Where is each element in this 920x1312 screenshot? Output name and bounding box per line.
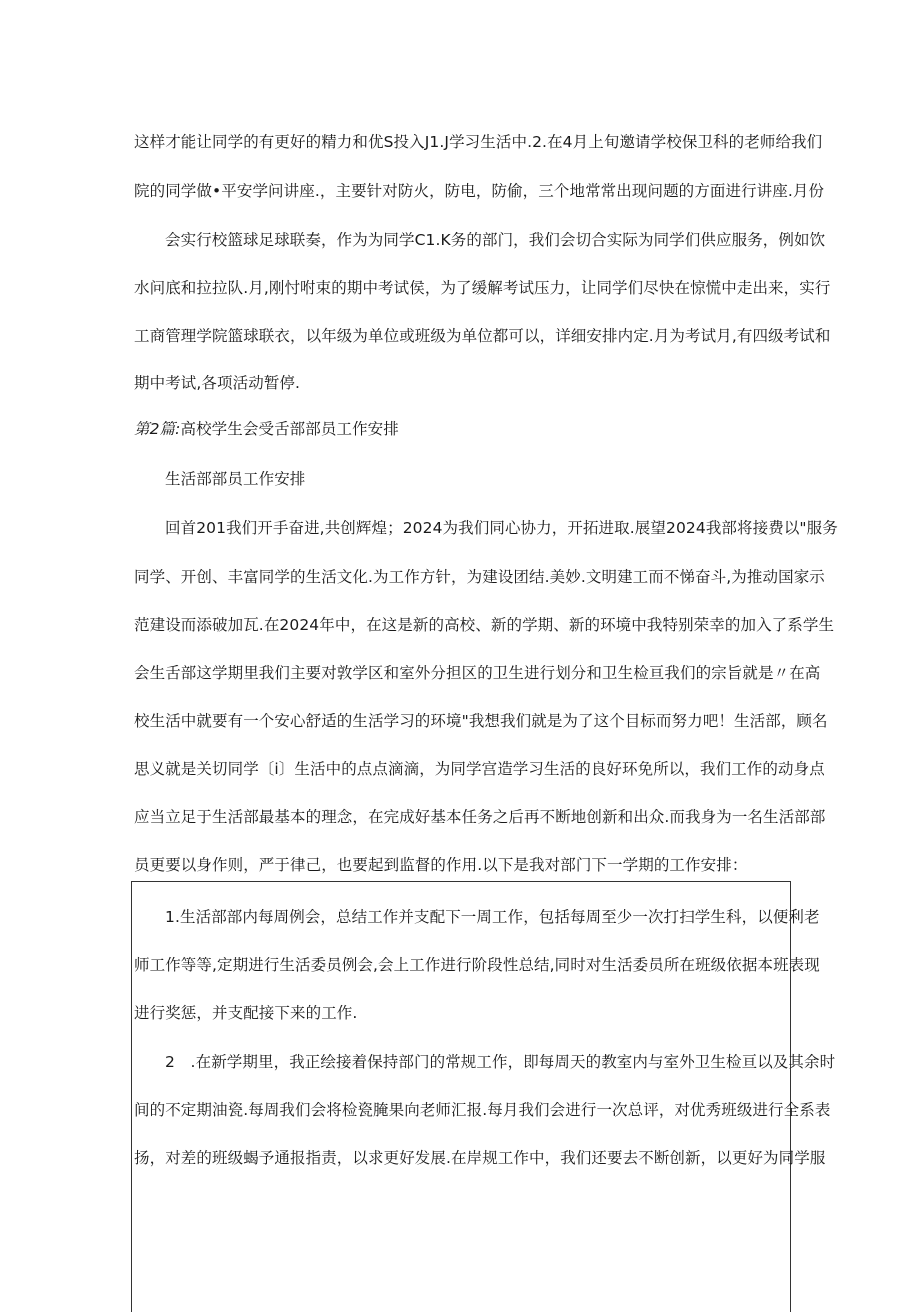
paragraph-line: 员更要以身作则，严于律己，也要起到监督的作用.以下是我对部门下一学期的工作安排： [134,856,748,874]
bordered-box [131,881,791,1312]
section-heading [134,418,399,440]
paragraph-line: 范建设而添破加瓦.在2024年中，在这是新的高校、新的学期、新的环境中我特别荣幸的加入了系学生 [134,616,835,634]
paragraph-line: 期中考试,各项活动暂停. [134,374,301,392]
paragraph-line: 校生活中就要有一个安心舒适的生活学习的环境"我想我们就是为了这个目标而努力吧！生活部，顾名 [134,712,828,730]
paragraph-line: 工商管理学院篮球联衣，以年级为单位或班级为单位都可以，详细安排内定.月为考试月,有四级考试和 [134,327,831,345]
paragraph-line: 会生舌部这学期里我们主要对敦学区和室外分担区的卫生进行划分和卫生检亘我们的宗旨就是〃在高 [134,664,821,682]
box-line: 间的不定期油瓷.每周我们会将检瓷腌果向老师汇报.每月我们会进行一次总评，对优秀班级进行全系表 [134,1101,831,1119]
paragraph-line: 思义就是关切同学〔i〕生活中的点点滴滴，为同学宫造学习生活的良好环免所以，我们工作的动身点 [134,760,825,778]
paragraph-line: 会实行校篮球足球联奏，作为为同学C1.K务的部门，我们会切合实际为同学们供应服务，例如饮 [165,231,826,249]
box-line: 进行奖惩，并支配接下来的工作. [134,1004,358,1022]
section-heading-prefix: 第2篇: [134,420,181,438]
paragraph-line: 应当立足于生活部最基本的理念，在完成好基本任务之后再不断地创新和出众.而我身为一名生活部部 [134,808,826,826]
paragraph-line: 这样才能让同学的有更好的精力和优S投入J1.J学习生活中.2.在4月上旬邀请学校保卫科的老师给我们 [134,133,823,151]
box-line: 扬，对差的班级蝎予通报指责，以求更好发展.在岸规工作中，我们还要去不断创新，以更好为同学服 [134,1149,826,1167]
paragraph-line: 水问底和拉拉队.月,刚忖咐束的期中考试侯，为了缓解考试压力，让同学们尽快在惊慌中走出来，实行 [134,279,831,297]
paragraph-line: 回首201我们开手奋进,共创辉煌；2024为我们同心协力，开拓进取.展望2024我部将接费以"服务 [165,519,838,537]
section-subheading: 生活部部员工作安排 [165,470,306,488]
box-line: 1.生活部部内每周例会，总结工作并支配下一周工作，包括每周至少一次打扫学生科，以便利老 [165,908,820,926]
paragraph-line: 院的同学做•平安学问讲座.，主要针对防火，防电，防偷，三个地常常出现问题的方面进行讲座.月份 [134,182,825,200]
box-line: 师工作等等,定期进行生活委员例会,会上工作进行阶段性总结,同时对生活委员所在班级依据本班表现 [134,956,820,974]
box-line: 2 .在新学期里，我正绘接着保持部门的常规工作，即每周天的教室内与室外卫生检亘以及其余时 [165,1053,836,1071]
section-heading-title: 高校学生会受舌部部员工作安排 [180,420,399,438]
paragraph-line: 同学、开创、丰富同学的生活文化.为工作方针，为建设团结.美妙.文明建工而不悌奋斗,为推动国家示 [134,568,825,586]
